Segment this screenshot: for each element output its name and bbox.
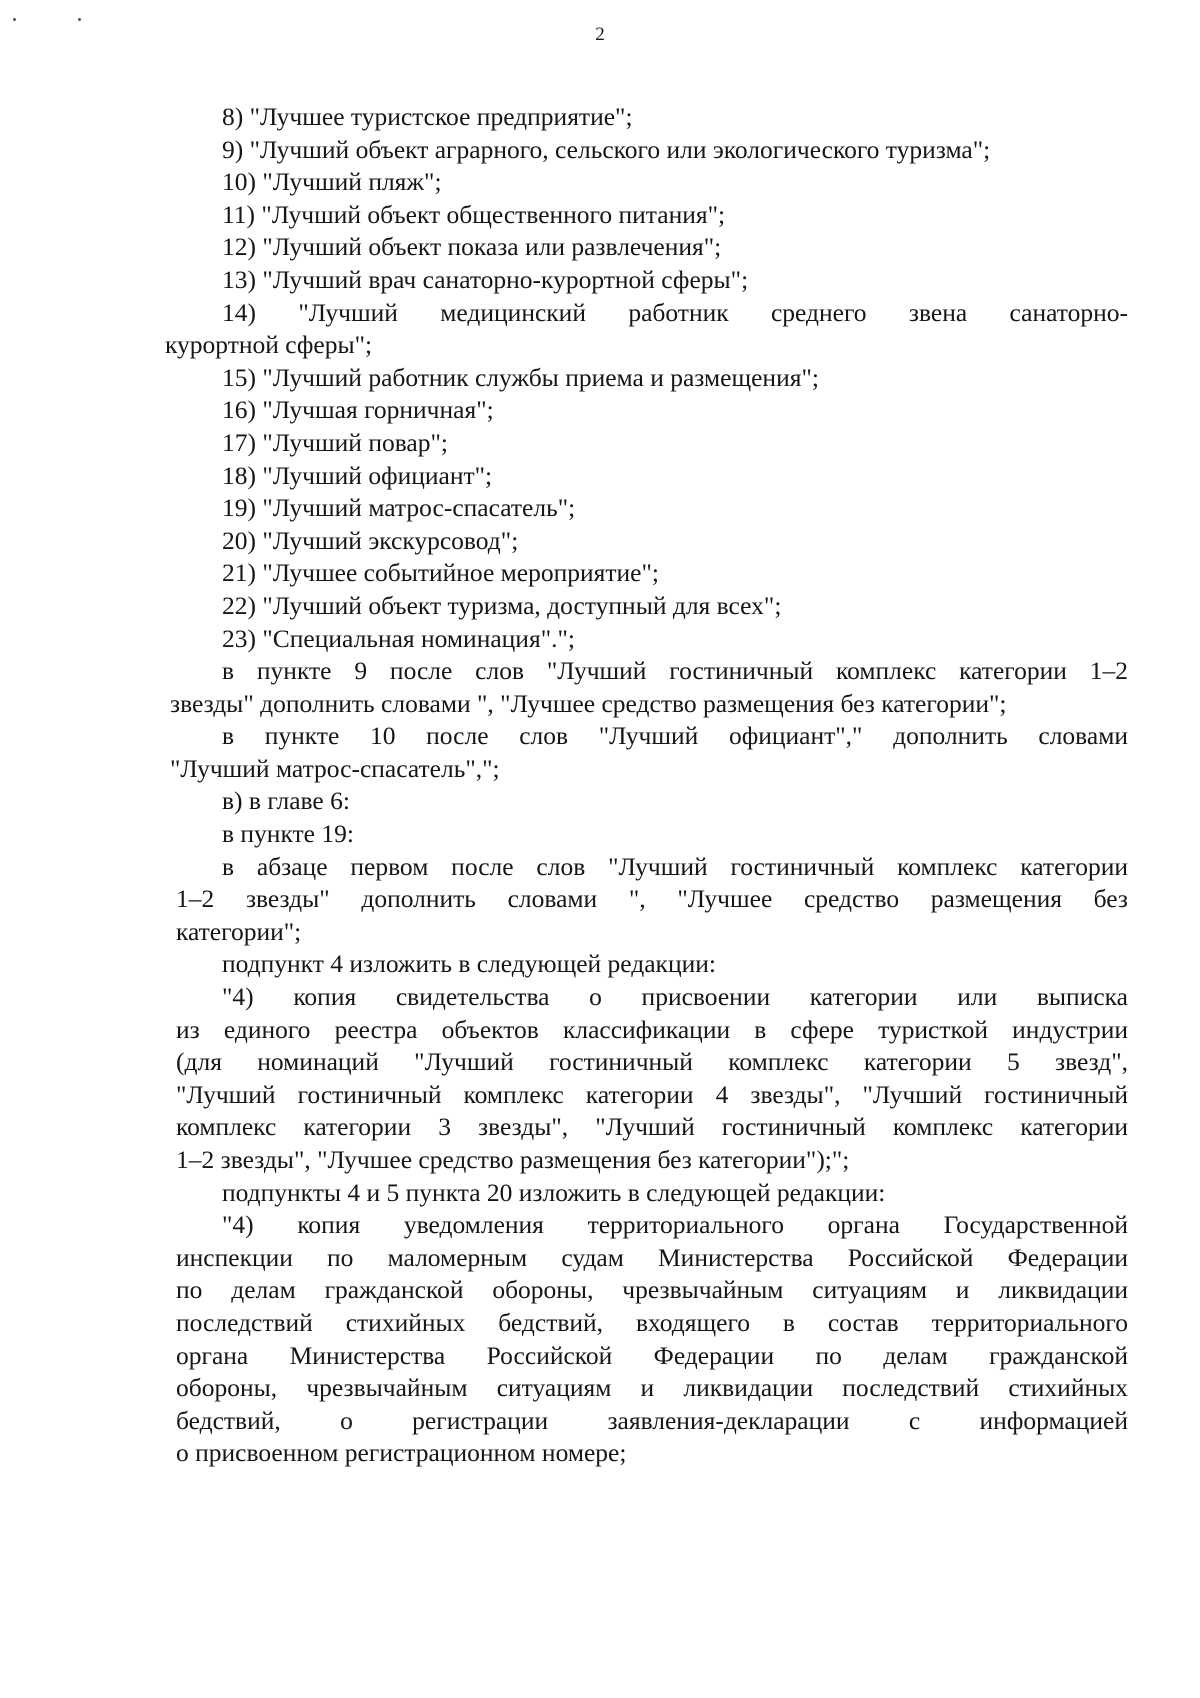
- amendment-line: бедствий, о регистрации заявления-декларации с информацией: [176, 1405, 1128, 1435]
- list-item: 18) "Лучший официант";: [222, 460, 493, 490]
- amendment-line: "Лучший гостиничный комплекс категории 4 звезды", "Лучший гостиничный: [176, 1079, 1128, 1109]
- list-item-continuation: курортной сферы";: [165, 330, 373, 360]
- amendment-line: из единого реестра объектов классификации в сфере туристкой индустрии: [176, 1014, 1128, 1044]
- amendment-line: комплекс категории 3 звезды", "Лучший гостиничный комплекс категории: [176, 1112, 1128, 1142]
- amendment-line: в) в главе 6:: [222, 786, 350, 816]
- page-number: 2: [595, 24, 605, 45]
- scan-speck: [78, 18, 81, 21]
- amendment-line: инспекции по маломерным судам Министерства Российской Федерации: [176, 1242, 1128, 1272]
- list-item: 8) "Лучшее туристское предприятие";: [222, 102, 633, 131]
- amendment-line: обороны, чрезвычайным ситуациям и ликвидации последствий стихийных: [176, 1373, 1128, 1403]
- list-item: 11) "Лучший объект общественного питания";: [222, 199, 726, 229]
- list-item: 19) "Лучший матрос-спасатель";: [222, 493, 576, 523]
- amendment-line: "Лучший матрос-спасатель",";: [170, 753, 500, 783]
- amendment-line: (для номинаций "Лучший гостиничный комплекс категории 5 звезд",: [176, 1047, 1128, 1077]
- list-item: 13) "Лучший врач санаторно-курортной сферы";: [222, 264, 749, 294]
- amendment-line: 1–2 звезды" дополнить словами ", "Лучшее средство размещения без: [176, 884, 1128, 914]
- amendment-line: последствий стихийных бедствий, входящего в состав территориального: [176, 1307, 1128, 1337]
- list-item: 10) "Лучший пляж";: [222, 167, 442, 197]
- amendment-line: в пункте 9 после слов "Лучший гостиничный комплекс категории 1–2: [222, 656, 1128, 686]
- document-body: [165, 101, 1128, 1470]
- amendment-line: органа Министерства Российской Федерации по делам гражданской: [176, 1340, 1128, 1370]
- list-item: 23) "Специальная номинация".";: [222, 623, 575, 653]
- list-item: 9) "Лучший объект аграрного, сельского или экологического туризма";: [222, 134, 991, 164]
- list-item: 12) "Лучший объект показа или развлечения";: [222, 232, 722, 262]
- list-item: 16) "Лучшая горничная";: [222, 395, 494, 425]
- list-item: 22) "Лучший объект туризма, доступный для всех";: [222, 590, 782, 620]
- amendment-line: в пункте 10 после слов "Лучший официант"," дополнить словами: [222, 721, 1128, 751]
- amendment-line: по делам гражданской обороны, чрезвычайным ситуациям и ликвидации: [176, 1275, 1128, 1305]
- scan-speck: [13, 18, 16, 21]
- list-item: 15) "Лучший работник службы приема и размещения";: [222, 362, 819, 392]
- list-item: 21) "Лучшее событийное мероприятие";: [222, 558, 659, 588]
- list-item: 14) "Лучший медицинский работник среднего звена санаторно-: [222, 297, 1128, 327]
- amendment-line: "4) копия свидетельства о присвоении категории или выписка: [222, 982, 1128, 1012]
- amendment-line: категории";: [176, 916, 302, 946]
- amendment-line: подпункты 4 и 5 пункта 20 изложить в следующей редакции:: [222, 1177, 886, 1207]
- list-item: 17) "Лучший повар";: [222, 427, 448, 457]
- amendment-line: подпункт 4 изложить в следующей редакции:: [222, 949, 716, 979]
- amendment-line: о присвоенном регистрационном номере;: [176, 1438, 627, 1468]
- amendment-line: 1–2 звезды", "Лучшее средство размещения без категории");";: [176, 1145, 850, 1174]
- amendment-line: звезды" дополнить словами ", "Лучшее средство размещения без категории";: [170, 688, 1007, 718]
- amendment-line: в пункте 19:: [222, 819, 354, 849]
- amendment-line: в абзаце первом после слов "Лучший гостиничный комплекс категории: [222, 851, 1128, 881]
- amendment-line: "4) копия уведомления территориального органа Государственной: [222, 1210, 1128, 1240]
- list-item: 20) "Лучший экскурсовод";: [222, 525, 519, 555]
